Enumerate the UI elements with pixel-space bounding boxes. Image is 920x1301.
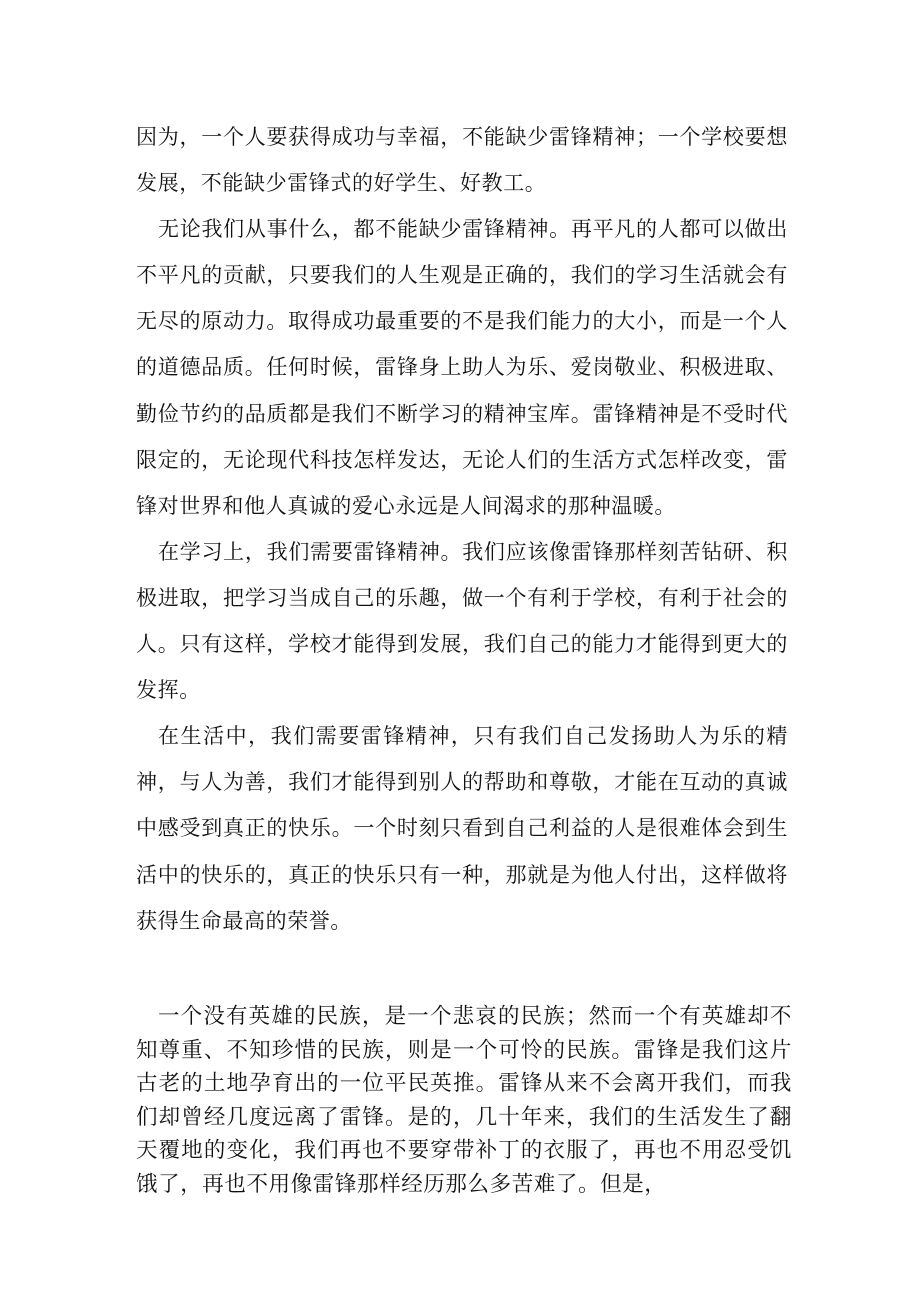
body-text-upper [136, 114, 788, 944]
paragraph-4: 在生活中，我们需要雷锋精神，只有我们自己发扬助人为乐的精神，与人为善，我们才能得到别人的帮助和尊敬，才能在互动的真诚中感受到真正的快乐。一个时刻只看到自己利益的人是很难体会到生活中的快乐的，真正的快乐只有一种，那就是为他人付出，这样做将获得生命最高的荣誉。 [136, 724, 788, 933]
paragraph-5: 一个没有英雄的民族，是一个悲哀的民族；然而一个有英雄却不知尊重、不知珍惜的民族，则是一个可怜的民族。雷锋是我们这片古老的土地孕育出的一位平民英推。雷锋从来不会离开我们，而我们却曾经几度远离了雷锋。是的，几十年来，我们的生活发生了翻天覆地的变化，我们再也不要穿带补丁的衣服了，再也不用忍受饥饿了，再也不用像雷锋那样经历那么多苦难了。但是， [136, 1004, 792, 1197]
paragraph-3: 在学习上，我们需要雷锋精神。我们应该像雷锋那样刻苦钻研、积极进取，把学习当成自己的乐趣，做一个有利于学校，有利于社会的人。只有这样，学校才能得到发展，我们自己的能力才能得到更大的发挥。 [136, 539, 788, 703]
paragraph-1: 因为，一个人要获得成功与幸福，不能缺少雷锋精神；一个学校要想发展，不能缺少雷锋式的好学生、好教工。 [136, 125, 788, 196]
body-text-lower [136, 1000, 792, 1201]
paragraph-2: 无论我们从事什么，都不能缺少雷锋精神。再平凡的人都可以做出不平凡的贡献，只要我们的人生观是正确的，我们的学习生活就会有无尽的原动力。取得成功最重要的不是我们能力的大小，而是一个人的道德品质。任何时候，雷锋身上助人为乐、爱岗敬业、积极进取、勤俭节约的品质都是我们不断学习的精神宝库。雷锋精神是不受时代限定的，无论现代科技怎样发达，无论人们的生活方式怎样改变，雷锋对世界和他人真诚的爱心永远是人间渴求的那种温暖。 [136, 217, 788, 518]
